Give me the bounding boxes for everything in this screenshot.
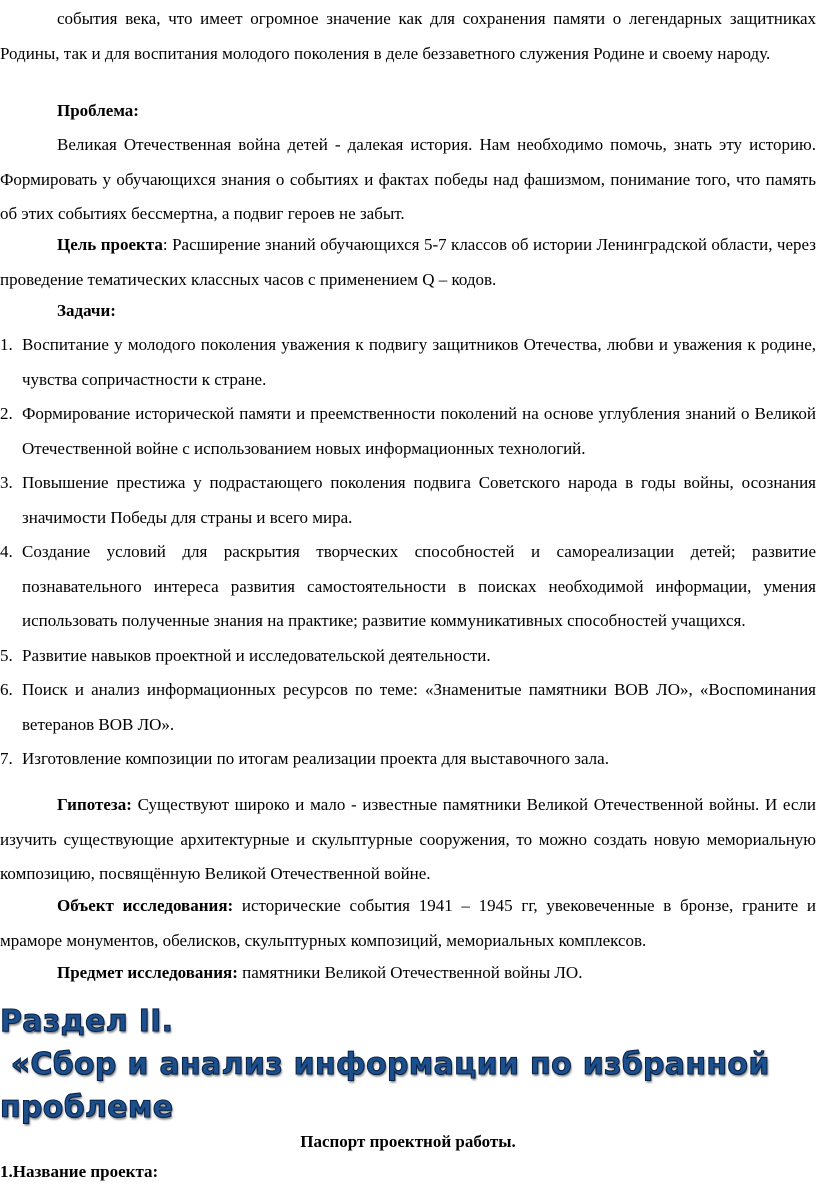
task-item: 3. Повышение престижа у подрастающего поколения подвига Советского народа в годы войны, осознания значимости Победы для страны и всего мира.: [0, 473, 816, 527]
task-item: 4. Создание условий для раскрытия творческих способностей и самореализации детей; развитие познавательного интереса развития самостоятельности в поисках необходимой информации, умения использовать полученные знания на практике; развитие коммуникативных способностей учащихся.: [0, 542, 816, 630]
problem-label-line: [0, 94, 816, 129]
task-item: 7. Изготовление композиции по итогам реализации проекта для выставочного зала.: [0, 749, 609, 768]
intro-text: события века, что имеет огромное значение как для сохранения памяти о легендарных защитниках Родины, так и для воспитания молодого поколения в деле беззаветного служения Родине и своему народу.: [0, 9, 816, 63]
intro-paragraph: [0, 2, 816, 71]
goal-paragraph: [0, 228, 816, 297]
hypothesis-text: Существуют широко и мало - известные памятники Великой Отечественной войны. И если изучить существующие архитектурные и скульптурные сооружения, то можно создать новую мемориальную композицию, посвящённую Великой Отечественной войне.: [0, 795, 816, 883]
section-heading-line-1: Раздел II.: [0, 1004, 174, 1039]
task-item: 2. Формирование исторической памяти и преемственности поколений на основе углубления знаний о Великой Отечественной войне с использованием новых информационных технологий.: [0, 404, 816, 458]
problem-paragraph: [0, 128, 816, 232]
problem-text: Великая Отечественная война детей - далекая история. Нам необходимо помочь, знать эту историю. Формировать у обучающихся знания о событиях и фактах победы над фашизмом, понимание того, что память об этих событиях бессмертна, а подвиг героев не забыт.: [0, 135, 816, 223]
subject-label: Предмет исследования:: [57, 963, 238, 982]
section-heading-line-3: проблеме: [0, 1090, 174, 1125]
passport-title: Паспорт проектной работы.: [300, 1132, 516, 1151]
task-item: 6. Поиск и анализ информационных ресурсов по теме: «Знаменитые памятники ВОВ ЛО», «Воспоминания ветеранов ВОВ ЛО».: [0, 680, 816, 734]
goal-label: Цель проекта: [57, 235, 163, 254]
tasks-label: Задачи:: [57, 301, 116, 320]
tasks-label-line: [0, 294, 816, 329]
task-item: 1. Воспитание у молодого поколения уважения к подвигу защитников Отечества, любви и уважения к родине, чувства сопричастности к стране.: [0, 335, 816, 389]
project-name-field-label: 1.Название проекта:: [0, 1162, 159, 1181]
goal-text: : Расширение знаний обучающихся 5-7 классов об истории Ленинградской области, через проведение тематических классных часов с применением Q – кодов.: [0, 235, 816, 289]
object-label: Объект исследования:: [57, 896, 234, 915]
object-paragraph: [0, 889, 816, 958]
hypothesis-paragraph: [0, 788, 816, 892]
tasks-list: [0, 328, 816, 777]
hypothesis-label: Гипотеза:: [57, 795, 132, 814]
object-text: исторические события 1941 – 1945 гг, увековеченные в бронзе, граните и мраморе монументов, обелисков, скульптурных композиций, мемориальных комплексов.: [0, 896, 816, 950]
problem-label: Проблема:: [57, 101, 139, 120]
section-heading-line-2: «Сбор и анализ информации по избранной: [0, 1047, 770, 1082]
subject-paragraph: [0, 956, 816, 991]
subject-text: памятники Великой Отечественной войны ЛО.: [237, 963, 583, 982]
task-item: 5. Развитие навыков проектной и исследовательской деятельности.: [0, 645, 491, 665]
